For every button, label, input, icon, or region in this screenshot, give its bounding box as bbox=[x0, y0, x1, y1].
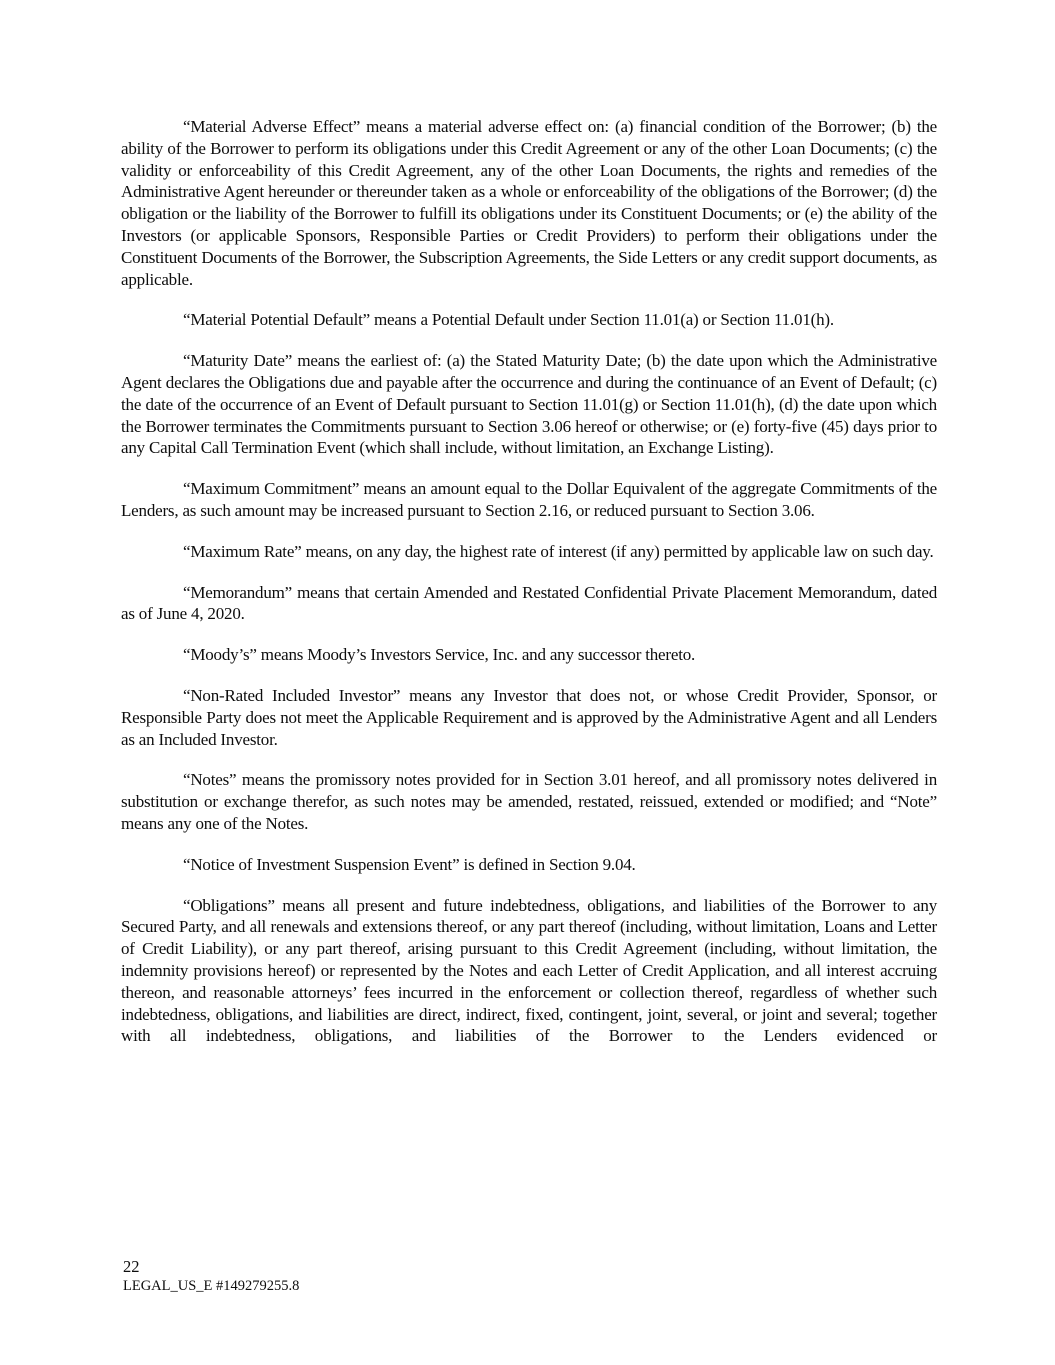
paragraph-definition-notes: “Notes” means the promissory notes provided for in Section 3.01 hereof, and all promissory notes delivered in substitution or exchange therefor, as such notes may be amended, restated, reissued, extended or modified; and “Note” means any one of the Notes. bbox=[121, 770, 937, 833]
paragraph-definition-memorandum: “Memorandum” means that certain Amended and Restated Confidential Private Placement Memorandum, dated as of June 4, 2020. bbox=[121, 582, 937, 624]
page-footer bbox=[123, 1256, 299, 1295]
paragraph-definition-maturity-date: “Maturity Date” means the earliest of: (a) the Stated Maturity Date; (b) the date upon which the Administrative Agent declares the Obligations due and payable after the occurrence and during the continuance of an Event of Default; (c) the date of the occurrence of an Event of Default pursuant to Section 11.01(g) or Section 11.01(h), (d) the date upon which the Borrower terminates the Commitments pursuant to Section 3.06 hereof or otherwise; or (e) forty-five (45) days prior to any Capital Call Termination Event (which shall include, without limitation, an Exchange Listing). bbox=[121, 351, 937, 458]
paragraph-definition-moodys: “Moody’s” means Moody’s Investors Service, Inc. and any successor thereto. bbox=[183, 645, 696, 665]
paragraph-definition-maximum-commitment: “Maximum Commitment” means an amount equal to the Dollar Equivalent of the aggregate Commitments of the Lenders, as such amount may be increased pursuant to Section 2.16, or reduced pursuant to Section 3.06. bbox=[121, 479, 937, 520]
paragraph-definition-non-rated-included-investor: “Non-Rated Included Investor” means any Investor that does not, or whose Credit Provider, Sponsor, or Responsible Party does not meet the Applicable Requirement and is approved by the Administrative Agent and all Lenders as an Included Investor. bbox=[121, 685, 937, 749]
paragraph-definition-material-potential-default: “Material Potential Default” means a Potential Default under Section 11.01(a) or Section 11.01(h). bbox=[183, 310, 834, 330]
paragraph-definition-material-adverse-effect: “Material Adverse Effect” means a material adverse effect on: (a) financial condition of the Borrower; (b) the ability of the Borrower to perform its obligations under this Credit Agreement or any of the other Loan Documents; (c) the validity or enforceability of this Credit Agreement, any of the other Loan Documents, the rights and remedies of the Administrative Agent hereunder or thereunder taken as a whole or enforceability of the obligations of the Borrower; (d) the obligation or the liability of the Borrower to fulfill its obligations under its Constituent Documents; or (e) the ability of the Investors (or applicable Sponsors, Responsible Parties or Credit Providers) to perform their obligations under the Constituent Documents of the Borrower, the Subscription Agreements, the Side Letters or any credit support documents, as applicable. bbox=[121, 117, 937, 289]
paragraph-definition-notice-of-investment-suspension-event: “Notice of Investment Suspension Event” is defined in Section 9.04. bbox=[183, 854, 636, 874]
paragraph-definition-maximum-rate: “Maximum Rate” means, on any day, the highest rate of interest (if any) permitted by applicable law on such day. bbox=[183, 541, 934, 561]
page-number: 22 bbox=[123, 1257, 140, 1276]
paragraph-definition-obligations: “Obligations” means all present and future indebtedness, obligations, and liabilities of the Borrower to any Secured Party, and all renewals and extensions thereof, or any part thereof (including, without limitation, Loans and Letter of Credit Liability), or any part thereof, arising pursuant to this Credit Agreement (including, without limitation, the indemnity provisions hereof) or represented by the Notes and each Letter of Credit Application, and all interest accruing thereon, and reasonable attorneys’ fees incurred in the enforcement or collection thereof, regardless of whether such indebtedness, obligations, and liabilities are direct, indirect, fixed, contingent, joint, several, or joint and several; together with all indebtedness, obligations, and liabilities of the Borrower to the Lenders evidenced or bbox=[121, 895, 937, 1046]
document-content bbox=[121, 116, 937, 1047]
document-id-stamp: LEGAL_US_E #149279255.8 bbox=[123, 1278, 300, 1294]
